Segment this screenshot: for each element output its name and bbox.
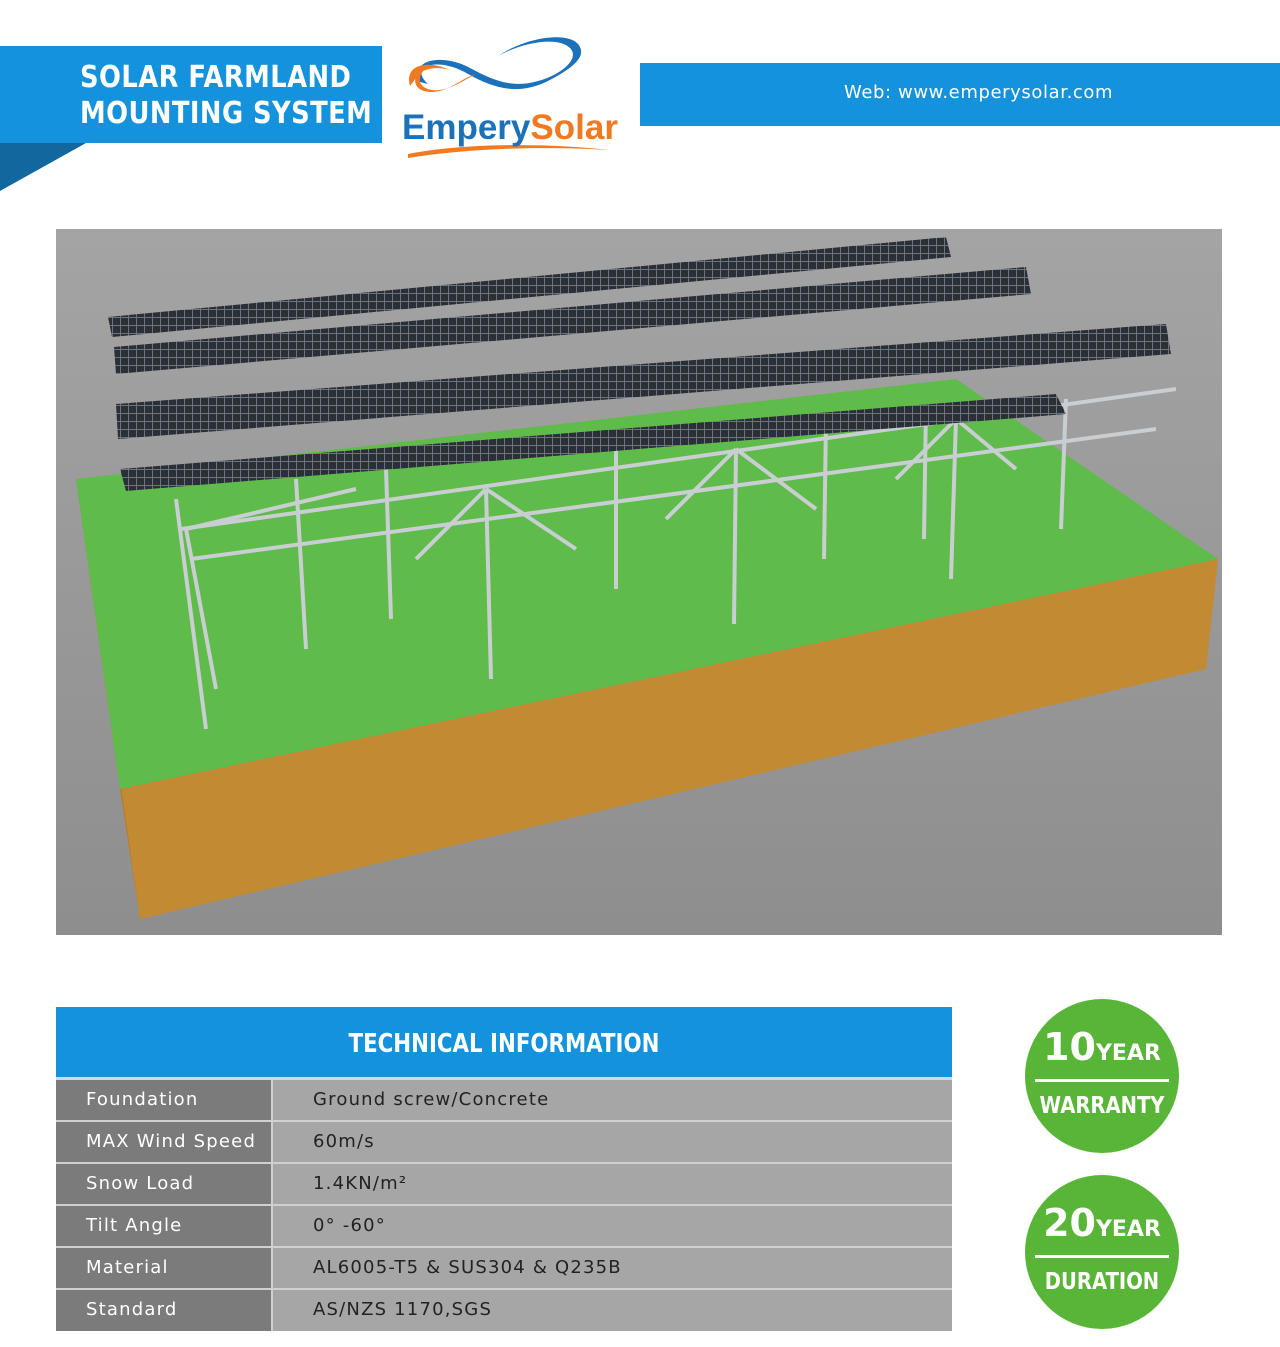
table-row xyxy=(56,1248,952,1290)
technical-info-table xyxy=(56,1007,952,1331)
table-title: TECHNICAL INFORMATION xyxy=(348,1029,660,1059)
farmland-mounting-render xyxy=(56,229,1222,935)
badge-label: DURATION xyxy=(1044,1269,1160,1295)
row-value: Ground screw/Concrete xyxy=(273,1080,952,1120)
table-row xyxy=(56,1206,952,1248)
row-value: AS/NZS 1170,SGS xyxy=(273,1290,952,1331)
row-label: MAX Wind Speed xyxy=(56,1122,273,1162)
website-url[interactable]: Web: www.emperysolar.com xyxy=(844,82,1114,103)
row-label: Material xyxy=(56,1248,273,1288)
table-header xyxy=(56,1007,952,1080)
row-value: AL6005-T5 & SUS304 & Q235B xyxy=(273,1248,952,1288)
badge-label: WARRANTY xyxy=(1039,1093,1165,1119)
banner-tail xyxy=(0,143,86,191)
row-value: 1.4KN/m² xyxy=(273,1164,952,1204)
badge-number: 20YEAR xyxy=(1043,1201,1161,1245)
badge-divider xyxy=(1035,1079,1169,1082)
duration-badge xyxy=(1025,1175,1179,1329)
warranty-badge xyxy=(1025,999,1179,1153)
row-label: Snow Load xyxy=(56,1164,273,1204)
table-row xyxy=(56,1080,952,1122)
table-row xyxy=(56,1290,952,1331)
table-row xyxy=(56,1164,952,1206)
row-label: Standard xyxy=(56,1290,273,1331)
row-value: 60m/s xyxy=(273,1122,952,1162)
page-title: SOLAR FARMLAND MOUNTING SYSTEM xyxy=(80,60,373,131)
badge-divider xyxy=(1035,1255,1169,1258)
logo-text-solar: Solar xyxy=(530,108,618,147)
empery-solar-logo-icon xyxy=(398,26,618,171)
badge-number: 10YEAR xyxy=(1043,1025,1161,1069)
row-label: Foundation xyxy=(56,1080,273,1120)
logo-text-empery: Empery xyxy=(402,108,531,147)
row-value: 0° -60° xyxy=(273,1206,952,1246)
table-row xyxy=(56,1122,952,1164)
row-label: Tilt Angle xyxy=(56,1206,273,1246)
logo-wordmark xyxy=(402,108,618,148)
